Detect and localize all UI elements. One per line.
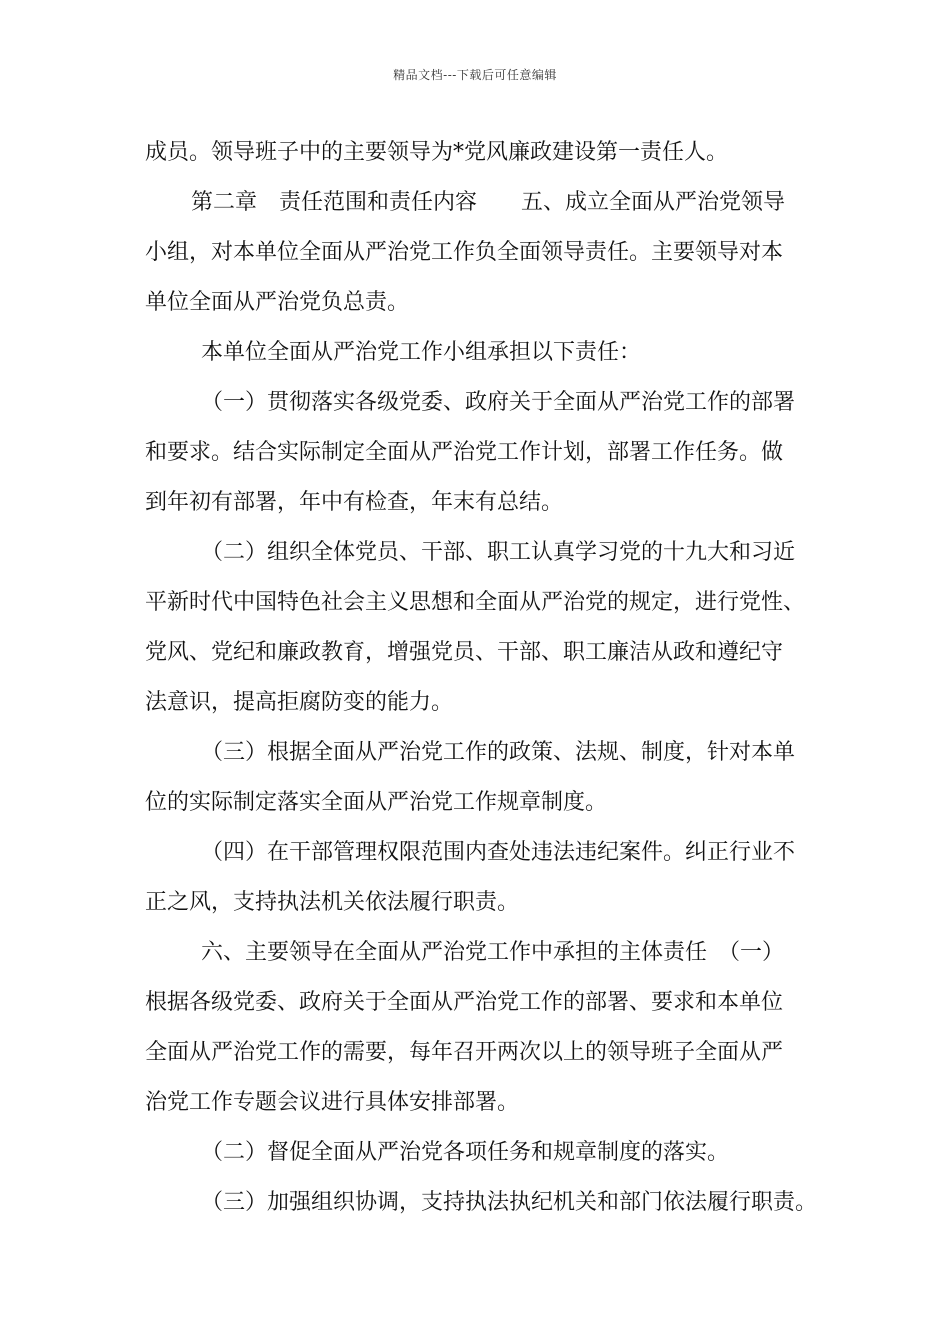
text-line: 位的实际制定落实全面从严治党工作规章制度。 [145, 790, 608, 815]
text-line: 根据各级党委、政府关于全面从严治党工作的部署、要求和本单位 [145, 990, 784, 1015]
text-line: 全面从严治党工作的需要，每年召开两次以上的领导班子全面从严 [145, 1040, 784, 1065]
text-line: （三）加强组织协调，支持执法执纪机关和部门依法履行职责。 [201, 1190, 818, 1215]
text-line: （三）根据全面从严治党工作的政策、法规、制度，针对本单 [201, 740, 796, 765]
text-line: （四）在干部管理权限范围内查处违法违纪案件。纠正行业不 [201, 840, 796, 865]
text-line: 到年初有部署，年中有检查，年末有总结。 [145, 490, 564, 515]
text-line: 六、主要领导在全面从严治党工作中承担的主体责任 （一） [201, 940, 785, 965]
text-line: 正之风，支持执法机关依法履行职责。 [145, 890, 520, 915]
text-line: 党风、党纪和廉政教育，增强党员、干部、职工廉洁从政和遵纪守 [145, 640, 784, 665]
text-line: 小组，对本单位全面从严治党工作负全面领导责任。主要领导对本 [145, 240, 784, 265]
text-line: 法意识，提高拒腐防变的能力。 [145, 690, 454, 715]
text-line: （二）组织全体党员、干部、职工认真学习党的十九大和习近 [201, 540, 796, 565]
text-line: 平新时代中国特色社会主义思想和全面从严治党的规定，进行党性、 [145, 590, 806, 615]
text-line: （一）贯彻落实各级党委、政府关于全面从严治党工作的部署 [201, 390, 796, 415]
text-line: 成员。领导班子中的主要领导为*党风廉政建设第一责任人。 [145, 140, 729, 165]
text-line: 本单位全面从严治党工作小组承担以下责任： [201, 340, 642, 365]
text-line: 单位全面从严治党负总责。 [145, 290, 410, 315]
text-line: 和要求。结合实际制定全面从严治党工作计划，部署工作任务。做 [145, 440, 784, 465]
text-line: 第二章 责任范围和责任内容 五、成立全面从严治党领导 [191, 190, 786, 215]
text-line: （二）督促全面从严治党各项任务和规章制度的落实。 [201, 1140, 730, 1165]
page-header: 精品文档---下载后可任意编辑 [393, 68, 557, 82]
text-line: 治党工作专题会议进行具体安排部署。 [145, 1090, 520, 1115]
document-body [145, 128, 835, 1228]
